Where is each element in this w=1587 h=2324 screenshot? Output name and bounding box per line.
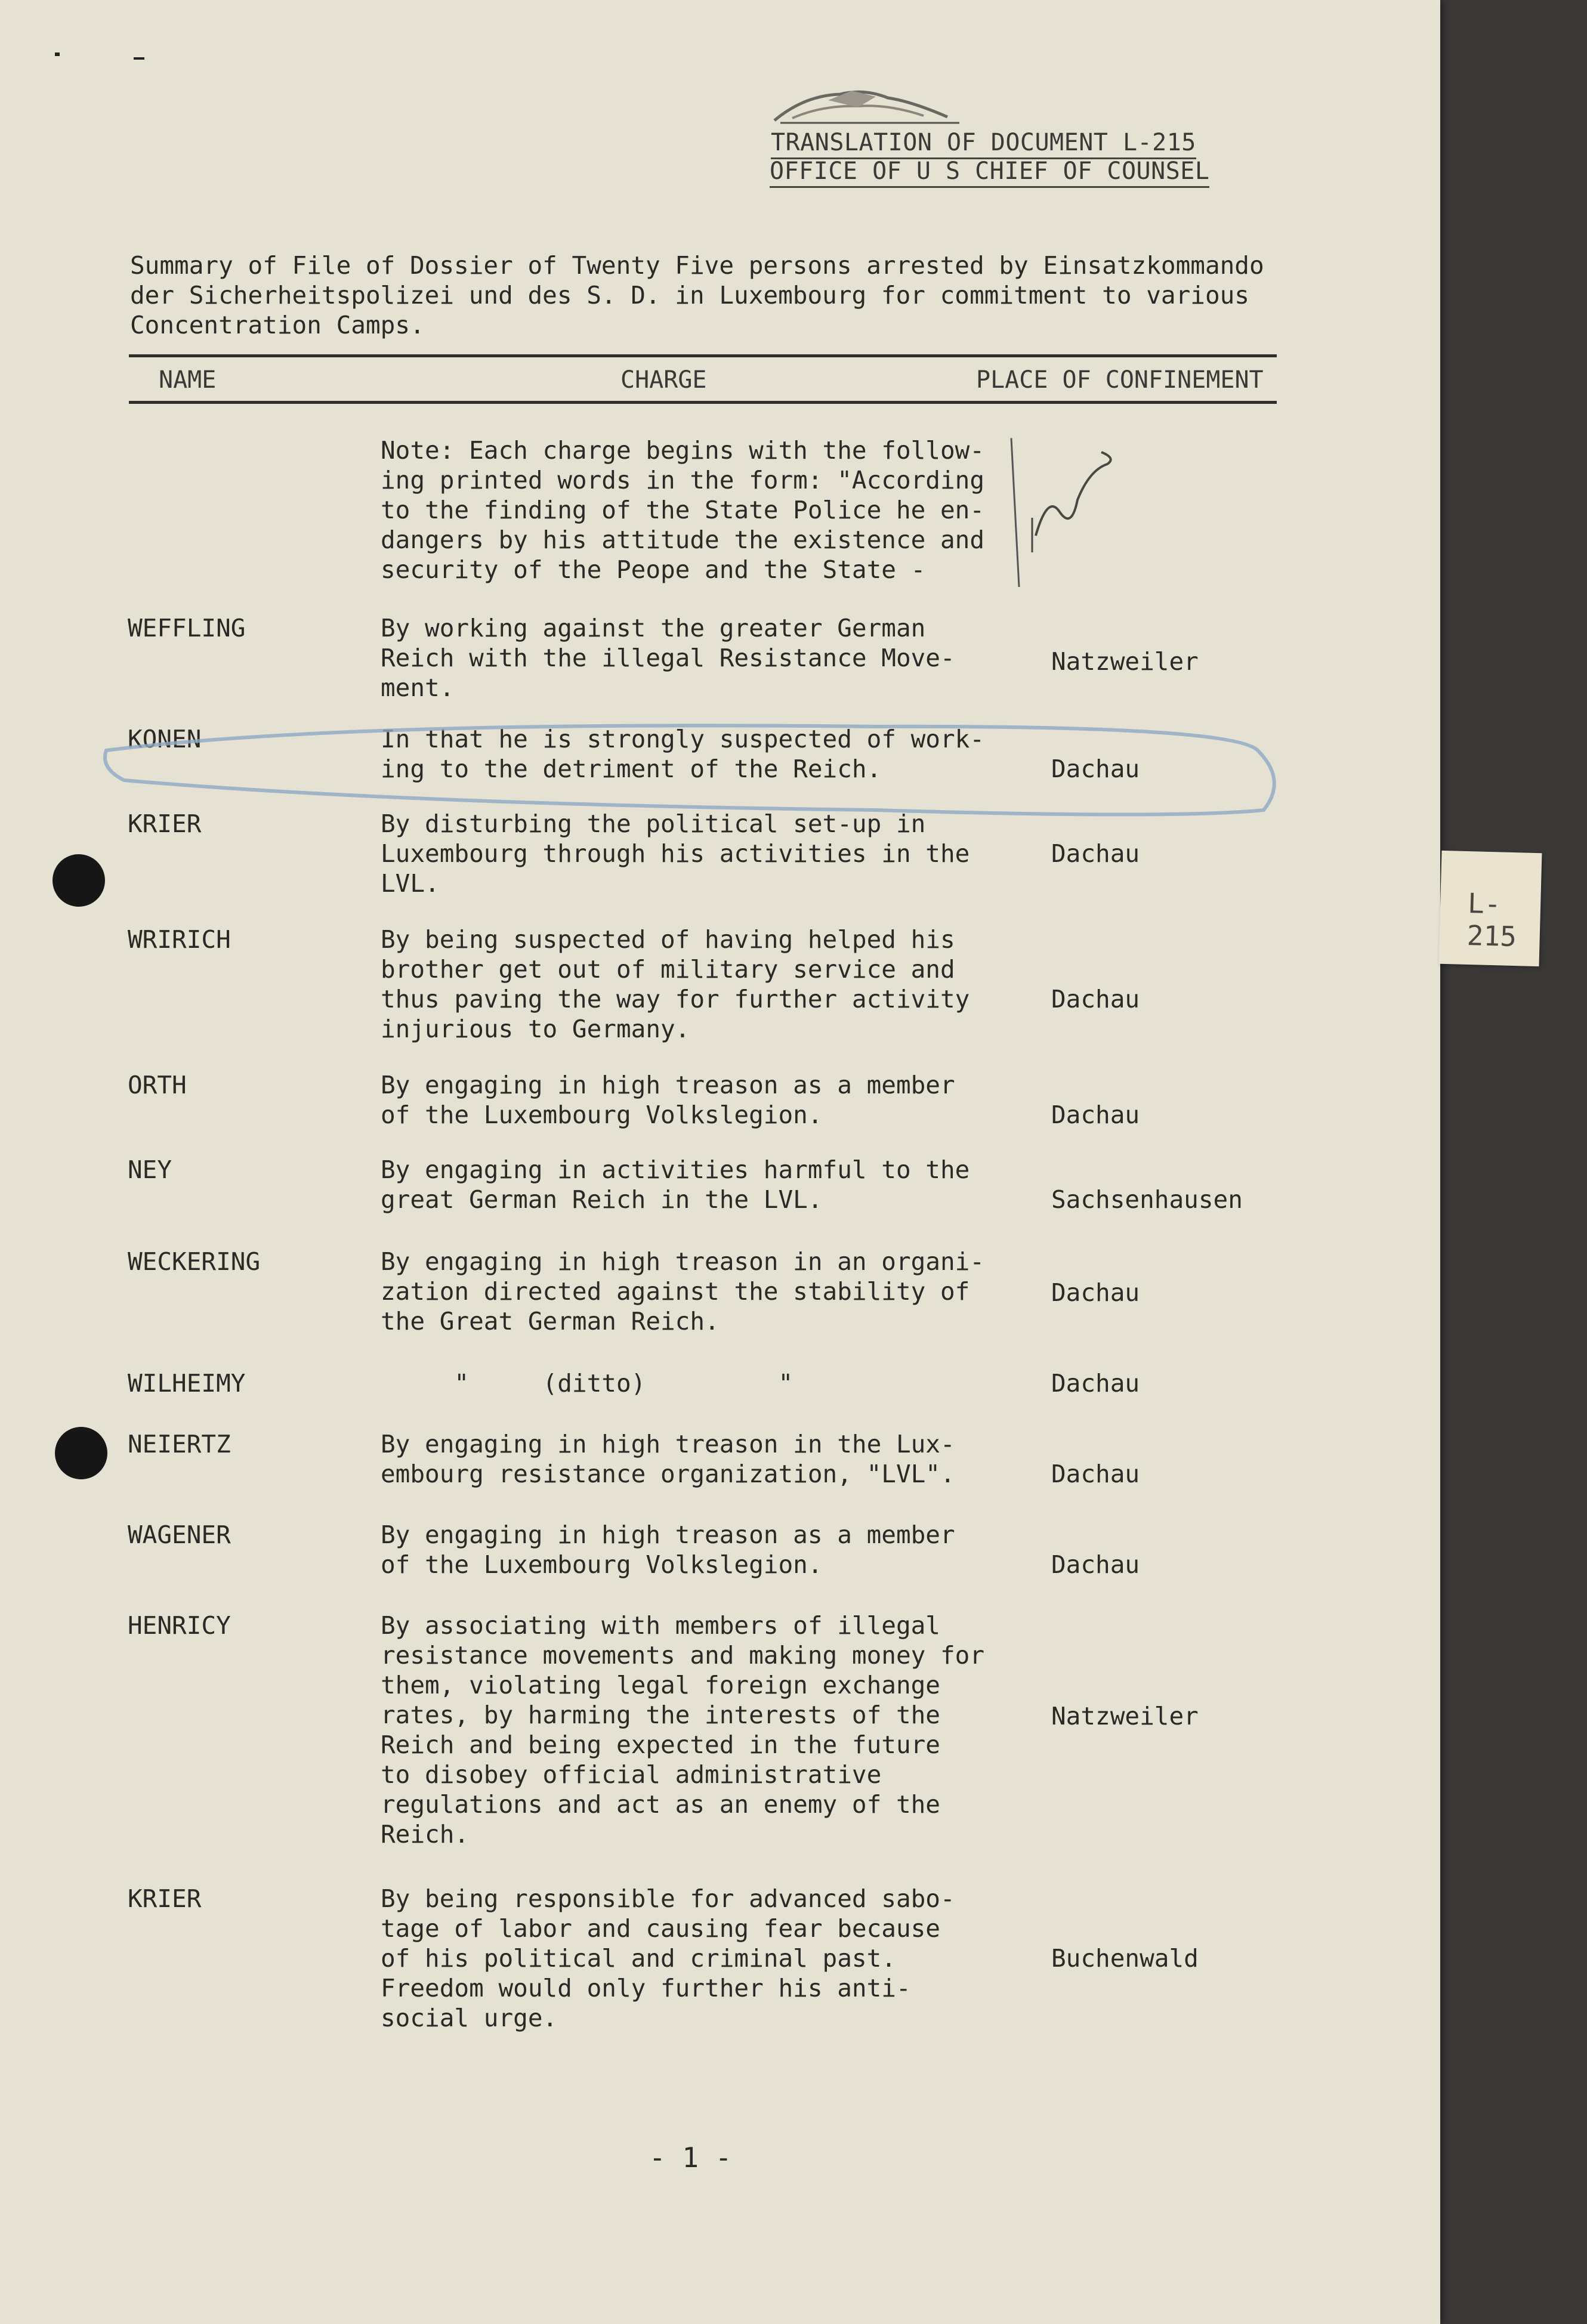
confinement-place: Dachau: [1051, 1369, 1140, 1398]
charge-text: By engaging in high treason as a member of the Luxembourg Volkslegion.: [381, 1521, 955, 1579]
confinement-place: Dachau: [1051, 1278, 1140, 1307]
person-name: ORTH: [128, 1071, 187, 1099]
charge-text: By disturbing the political set-up in Luxembourg through his activities in the LVL.: [381, 809, 970, 898]
handwritten-mark: [1030, 446, 1119, 554]
charge-text: In that he is strongly suspected of work- ing to the detriment of the Reich.: [381, 725, 985, 783]
page-number: - 1 -: [649, 2141, 732, 2174]
ditto-text: " (ditto) ": [381, 1369, 794, 1398]
person-name: WAGENER: [128, 1521, 231, 1549]
charge-text: By associating with members of illegal resistance movements and making money for them, violating legal foreign exchange rates, by harming the interests of the Reich and being expected in the future to disobey official administrative regulations and act as an enemy of the Reich.: [381, 1611, 985, 1849]
confinement-place: Dachau: [1051, 985, 1140, 1013]
exhibit-tab-label: L-215: [1466, 887, 1517, 953]
person-name: HENRICY: [128, 1611, 231, 1640]
column-header-place: PLACE OF CONFINEMENT: [976, 366, 1264, 394]
person-name: KRIER: [128, 809, 202, 838]
confinement-place: Natzweiler: [1051, 647, 1199, 676]
confinement-place: Natzweiler: [1051, 1702, 1199, 1730]
column-header-name: NAME: [159, 366, 217, 394]
table-header-rule: [129, 401, 1277, 404]
pencil-circle-mark: [100, 715, 1401, 822]
confinement-place: Dachau: [1051, 1460, 1140, 1488]
confinement-place: Dachau: [1051, 839, 1140, 868]
punch-hole: [53, 854, 105, 907]
seal-stamp: [768, 84, 965, 125]
confinement-place: Sachsenhausen: [1051, 1185, 1243, 1214]
person-name: NEY: [128, 1155, 172, 1184]
ink-speck: [55, 52, 60, 56]
summary-text: Summary of File of Dossier of Twenty Five persons arrested by Einsatzkommando der Sicherheitspolizei und des S. D. in Luxembourg for commitment to various Concentration Camps.: [130, 251, 1264, 339]
confinement-place: Dachau: [1051, 1550, 1140, 1579]
table-top-rule: [129, 354, 1277, 357]
charge-text: By being responsible for advanced sabo- tage of labor and causing fear because of his political and criminal past. Freedom would only further his anti- social urge.: [381, 1884, 955, 2032]
person-name: KONEN: [128, 725, 202, 753]
confinement-place: Dachau: [1051, 755, 1140, 783]
ink-speck: [134, 57, 144, 60]
column-header-charge: CHARGE: [620, 366, 707, 394]
charge-text: By working against the greater German Reich with the illegal Resistance Move- ment.: [381, 614, 955, 702]
charge-text: By engaging in high treason as a member of the Luxembourg Volkslegion.: [381, 1071, 955, 1129]
person-name: WRIRICH: [128, 925, 231, 954]
person-name: NEIERTZ: [128, 1430, 231, 1458]
charge-text: By engaging in high treason in an organi- zation directed against the stability of the Great German Reich.: [381, 1247, 985, 1336]
confinement-place: Dachau: [1051, 1101, 1140, 1129]
person-name: WEFFLING: [128, 614, 246, 642]
punch-hole: [55, 1427, 107, 1479]
note-text: Note: Each charge begins with the follow- ing printed words in the form: "According to the finding of the State Police he en- dangers by his attitude the existence and security of the Peope and the State -: [381, 436, 985, 584]
exhibit-tab: [1439, 851, 1542, 966]
charge-text: By engaging in high treason in the Lux- embourg resistance organization, "LVL".: [381, 1430, 955, 1488]
office-title: OFFICE OF U S CHIEF OF COUNSEL: [770, 157, 1209, 188]
confinement-place: Buchenwald: [1051, 1944, 1199, 1973]
person-name: KRIER: [128, 1884, 202, 1913]
translation-title: TRANSLATION OF DOCUMENT L-215: [771, 129, 1196, 159]
charge-text: By engaging in activities harmful to the great German Reich in the LVL.: [381, 1155, 970, 1214]
person-name: WECKERING: [128, 1247, 261, 1276]
charge-text: By being suspected of having helped his brother get out of military service and thus paving the way for further activity injurious to Germany.: [381, 925, 970, 1043]
person-name: WILHEIMY: [128, 1369, 246, 1398]
